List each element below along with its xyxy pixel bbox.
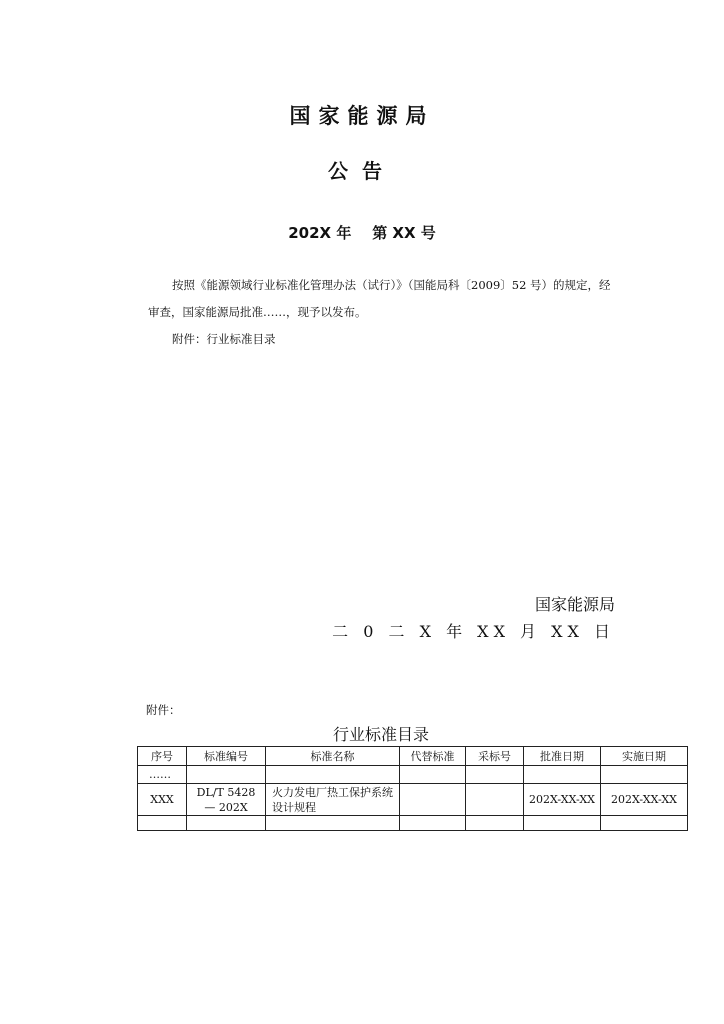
attachment-label: 附件：	[146, 703, 181, 717]
cell-effective	[601, 766, 688, 784]
cell-seq: XXX	[138, 784, 187, 816]
announcement-doc-number: 202X 年 第 XX 号	[288, 224, 436, 242]
standards-table	[137, 746, 688, 831]
cell-approved	[524, 816, 601, 831]
table-row	[138, 816, 688, 831]
column-header-name: 标准名称	[266, 747, 400, 766]
column-header-code: 标准编号	[187, 747, 266, 766]
announcement-doc-type: 公告	[328, 159, 396, 183]
cell-code-line2: — 202X	[204, 800, 248, 814]
cell-adopted	[466, 784, 524, 816]
cell-effective	[601, 816, 688, 831]
cell-code	[187, 766, 266, 784]
standards-table-title: 行业标准目录	[332, 725, 429, 744]
table-row	[138, 784, 688, 816]
cell-adopted	[466, 816, 524, 831]
column-header-approved: 批准日期	[524, 747, 601, 766]
cell-adopted	[466, 766, 524, 784]
column-header-adopted: 采标号	[466, 747, 524, 766]
cell-approved	[524, 766, 601, 784]
signature-agency: 国家能源局	[534, 595, 615, 614]
table-header-row	[138, 747, 688, 766]
cell-approved: 202X-XX-XX	[524, 784, 601, 816]
body-paragraph-attachment-note: 附件：行业标准目录	[172, 332, 276, 346]
cell-code-line1: DL/T 5428	[196, 785, 256, 799]
cell-replaces	[400, 816, 466, 831]
table-row	[138, 766, 688, 784]
cell-code	[187, 816, 266, 831]
column-header-seq: 序号	[138, 747, 187, 766]
cell-effective: 202X-XX-XX	[601, 784, 688, 816]
column-header-effective: 实施日期	[601, 747, 688, 766]
cell-name	[266, 816, 400, 831]
cell-seq	[138, 816, 187, 831]
cell-replaces	[400, 784, 466, 816]
body-paragraph-approval: 按照《能源领域行业标准化管理办法（试行）》（国能局科〔2009〕52 号）的规定，经审查，国家能源局批准……，现予以发布。	[148, 278, 611, 319]
cell-seq: ……	[138, 766, 187, 784]
announcement-agency-title: 国家能源局	[289, 104, 435, 128]
cell-name	[266, 766, 400, 784]
column-header-replaces: 代替标准	[400, 747, 466, 766]
cell-replaces	[400, 766, 466, 784]
signature-date: 二 0 二 X 年 XX 月 XX 日	[332, 622, 615, 641]
cell-code	[187, 784, 266, 816]
cell-name: 火力发电厂热工保护系统设计规程	[266, 784, 400, 816]
